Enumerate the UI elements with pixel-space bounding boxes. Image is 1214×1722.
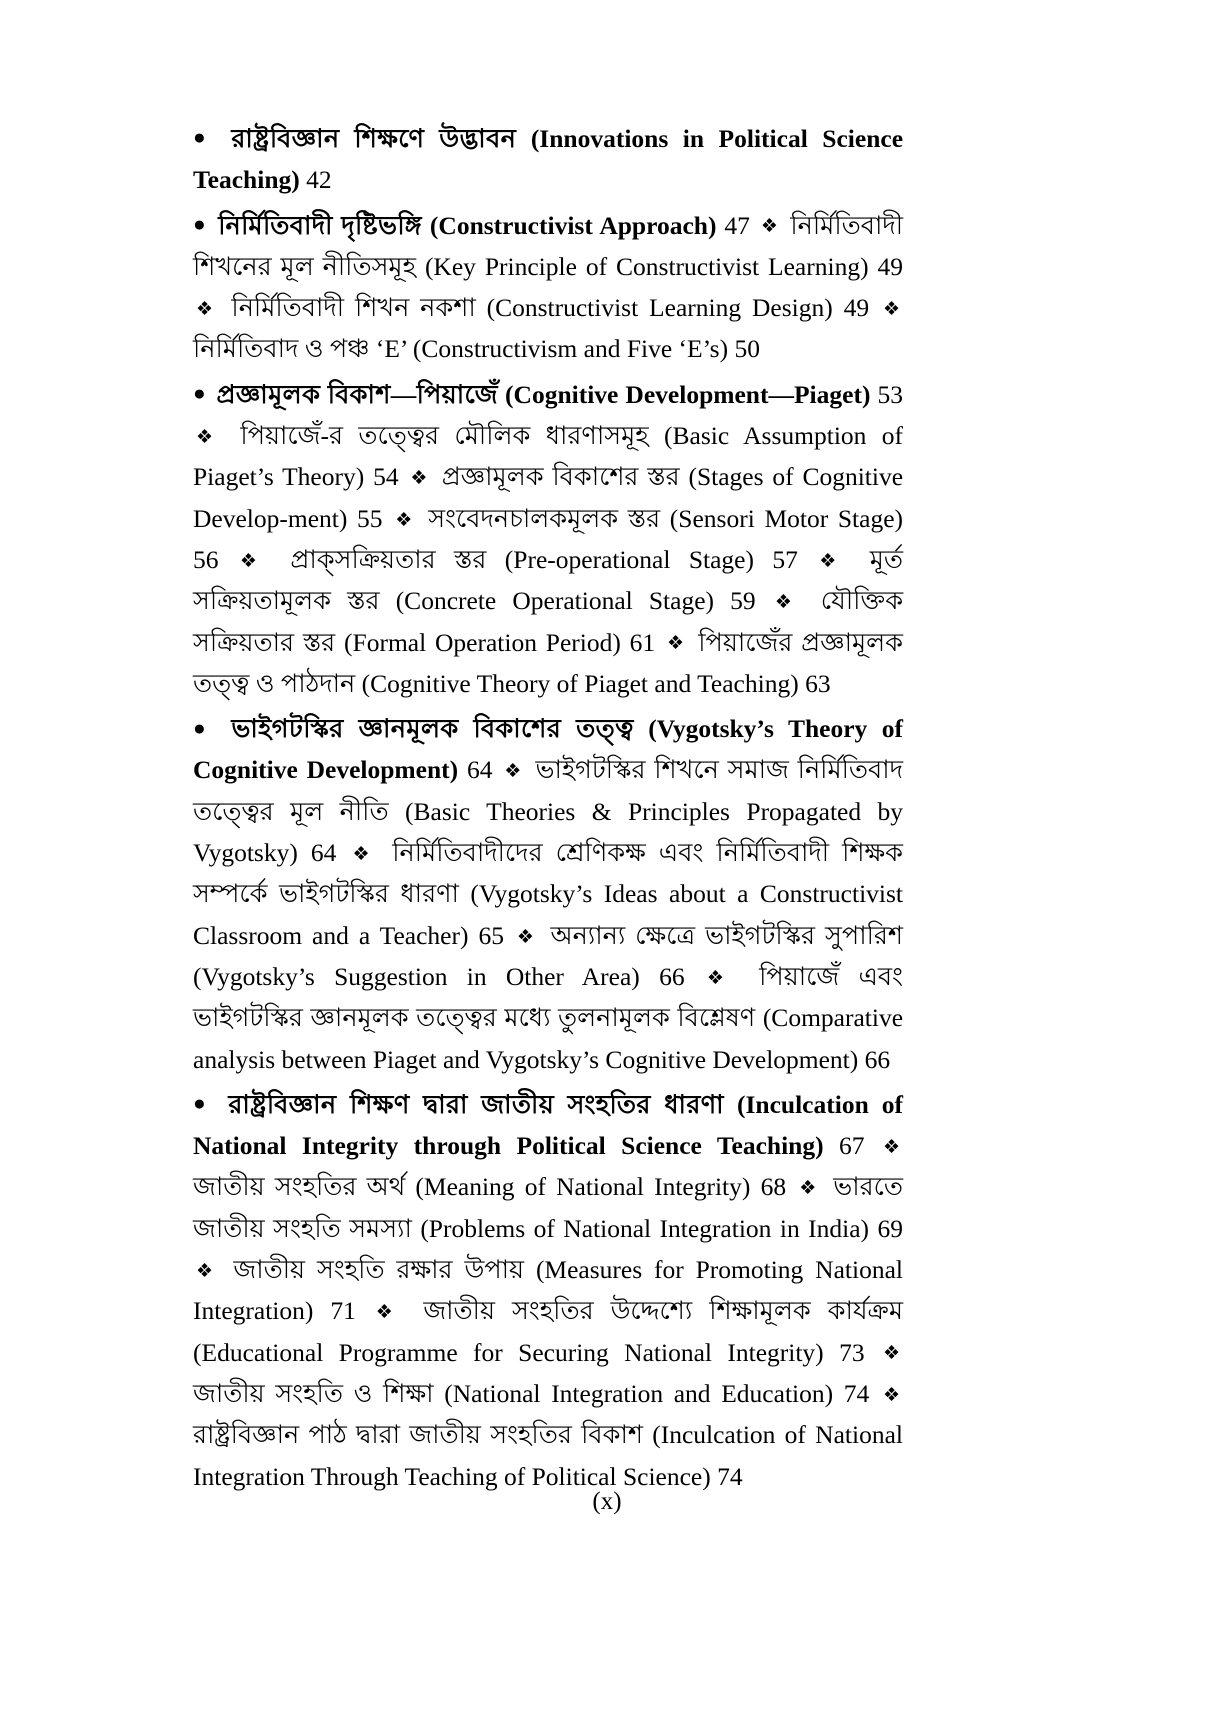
bullet-icon: ● <box>193 212 208 237</box>
toc-subentry-english: (Educational Programme for Securing National Integrity) <box>193 1337 824 1367</box>
toc-subentry-english: (Constructivism and Five ‘E’s) <box>412 334 729 364</box>
diamond-bullet-icon: ❖ <box>882 299 901 321</box>
toc-subentry-bengali: নির্মিতিবাদ ও পঞ্চ ‘E’ <box>193 334 407 364</box>
toc-subentry-bengali: মূর্ত সক্রিয়তামূলক স্তর <box>193 544 904 616</box>
toc-entry[interactable] <box>193 1084 903 1497</box>
toc-subentry-page-number: 73 <box>839 1337 865 1367</box>
toc-entry[interactable] <box>193 118 903 201</box>
toc-subentry-page-number: 49 <box>877 251 904 281</box>
toc-subentry-english: (Inculcation of National Integration Through Teaching of Political Science) <box>193 1420 903 1491</box>
toc-subentry-english: (Vygotsky’s Suggestion in Other Area) <box>193 961 640 991</box>
toc-subentry-bengali: ভাইগটস্কির শিখনে সমাজ নির্মিতিবাদ তত্ত্বের মূল নীতি <box>193 755 904 826</box>
toc-subentry-page-number: 74 <box>843 1378 870 1408</box>
toc-subentry-page-number: 66 <box>864 1044 891 1074</box>
toc-subentry-page-number: 68 <box>760 1172 787 1202</box>
toc-subentry-bengali: অন্যান্য ক্ষেত্রে ভাইগটস্কির সুপারিশ <box>550 920 904 950</box>
bullet-icon: ● <box>193 1091 213 1116</box>
toc-subentry-english: (Problems of National Integration in India) <box>420 1213 870 1243</box>
diamond-bullet-icon: ❖ <box>410 468 430 490</box>
toc-heading-bengali: ভাইগটস্কির জ্ঞানমূলক বিকাশের তত্ত্ব <box>231 714 634 744</box>
page-folio: (x) <box>592 1488 622 1515</box>
toc-subentry-bengali: ভারতে জাতীয় সংহতি সমস্যা <box>193 1172 904 1243</box>
toc-subentry-page-number: 49 <box>843 293 870 323</box>
toc-subentry-page-number: 63 <box>805 668 831 698</box>
toc-entry-list <box>193 118 903 1499</box>
toc-subentry-bengali: নির্মিতিবাদীদের শ্রেণিকক্ষ এবং নির্মিতিবাদী শিক্ষক সম্পর্কে ভাইগটস্কির ধারণা <box>193 838 904 909</box>
toc-subentry-bengali: সংবেদনচালকমূলক স্তর <box>428 503 661 533</box>
toc-subentry-bengali: প্রাক্‌সক্রিয়তার স্তর <box>290 544 487 574</box>
diamond-bullet-icon: ❖ <box>819 550 849 572</box>
toc-subentry-english: (Pre-operational Stage) <box>504 544 754 574</box>
toc-subentry-english: (Meaning of National Integrity) <box>415 1172 751 1202</box>
toc-subentry-bengali: জাতীয় সংহতির অর্থ <box>193 1172 406 1202</box>
toc-heading-english: (Cognitive Development—Piaget) <box>505 379 871 409</box>
toc-subentry-bengali: জাতীয় সংহতি ও শিক্ষা <box>193 1378 434 1408</box>
toc-subentry-page-number: 69 <box>877 1213 903 1243</box>
bullet-icon: ● <box>193 381 207 406</box>
toc-entry-paragraph <box>193 708 903 1080</box>
bullet-icon: ● <box>193 125 214 150</box>
toc-subentry-english: (Vygotsky’s Ideas about a Constructivist Classroom and a Teacher) <box>193 879 904 950</box>
diamond-bullet-icon: ❖ <box>395 509 416 531</box>
toc-heading-english: (Constructivist Approach) <box>429 210 717 240</box>
toc-subentry-bengali: যৌক্তিক সক্রিয়তার স্তর <box>193 586 904 657</box>
diamond-bullet-icon: ❖ <box>774 592 802 614</box>
diamond-bullet-icon: ❖ <box>882 1384 901 1406</box>
diamond-bullet-icon: ❖ <box>375 1302 404 1324</box>
toc-subentry-bengali: রাষ্ট্রবিজ্ঞান পাঠ দ্বারা জাতীয় সংহতির বিকাশ <box>193 1420 643 1450</box>
diamond-bullet-icon: ❖ <box>882 1343 900 1365</box>
toc-subentry-bengali: পিয়াজেঁ এবং ভাইগটস্কির জ্ঞানমূলক তত্ত্বের মধ্যে তুলনামূলক বিশ্লেষণ <box>193 961 904 1033</box>
toc-heading-page-number: 53 <box>877 379 904 409</box>
toc-heading-page-number: 64 <box>466 755 493 785</box>
toc-heading-page-number: 67 <box>839 1131 865 1161</box>
diamond-bullet-icon: ❖ <box>706 967 737 989</box>
toc-subentry-english: (Stages of Cognitive Develop-ment) <box>193 462 904 533</box>
toc-subentry-english: (Basic Theories & Principles Propagated by Vygotsky) <box>193 796 904 868</box>
toc-subentry-page-number: 74 <box>717 1461 743 1491</box>
toc-heading-english: (Inculcation of National Integrity through Political Science Teaching) <box>193 1089 904 1161</box>
toc-subentry-bengali: নির্মিতিবাদী শিখন নকশা <box>231 293 476 323</box>
toc-subentry-english: (Sensori Motor Stage) <box>669 503 903 533</box>
toc-subentry-english: (Concrete Operational Stage) <box>395 586 715 616</box>
toc-subentry-english: (Constructivist Learning Design) <box>486 293 833 323</box>
diamond-bullet-icon: ❖ <box>196 299 218 321</box>
diamond-bullet-icon: ❖ <box>799 1178 821 1200</box>
toc-subentry-bengali: পিয়াজেঁর প্রজ্ঞামূলক তত্ত্ব ও পাঠদান <box>193 627 904 698</box>
toc-subentry-bengali: প্রজ্ঞামূলক বিকাশের স্তর <box>441 462 680 492</box>
toc-subentry-page-number: 61 <box>629 627 656 657</box>
toc-entry-paragraph <box>193 374 903 704</box>
diamond-bullet-icon: ❖ <box>196 1260 219 1282</box>
diamond-bullet-icon: ❖ <box>516 926 538 948</box>
toc-subentry-english: (Key Principle of Constructivist Learning) <box>424 251 869 281</box>
diamond-bullet-icon: ❖ <box>882 1137 901 1158</box>
toc-subentry-page-number: 50 <box>734 334 760 364</box>
toc-subentry-english: (Cognitive Theory of Piaget and Teaching) <box>361 668 799 698</box>
toc-heading-bengali: নির্মিতিবাদী দৃষ্টিভঙ্গি <box>218 210 422 240</box>
toc-subentry-english: (Measures for Promoting National Integration) <box>193 1255 903 1326</box>
toc-subentry-page-number: 59 <box>730 586 756 616</box>
toc-subentry-english: (Basic Assumption of Piaget’s Theory) <box>193 421 904 492</box>
toc-subentry-page-number: 64 <box>310 838 337 868</box>
toc-entry-paragraph <box>193 205 903 370</box>
toc-subentry-bengali: জাতীয় সংহতি রক্ষার উপায় <box>233 1255 525 1285</box>
diamond-bullet-icon: ❖ <box>239 550 269 572</box>
toc-heading-bengali: রাষ্ট্রবিজ্ঞান শিক্ষণ দ্বারা জাতীয় সংহতির ধারণা <box>228 1089 724 1119</box>
toc-subentry-page-number: 57 <box>772 544 798 574</box>
diamond-bullet-icon: ❖ <box>504 761 524 783</box>
diamond-bullet-icon: ❖ <box>666 633 687 655</box>
toc-subentry-english: (Comparative analysis between Piaget and Vygotsky’s Cognitive Development) <box>193 1003 904 1074</box>
toc-subentry-bengali: জাতীয় সংহতির উদ্দেশ্যে শিক্ষামূলক কার্যক্রম <box>423 1296 904 1326</box>
diamond-bullet-icon: ❖ <box>196 426 223 448</box>
toc-subentry-page-number: 66 <box>659 961 685 991</box>
toc-subentry-english: (Formal Operation Period) <box>344 627 621 657</box>
toc-heading-bengali: প্রজ্ঞামূলক বিকাশ—পিয়াজেঁ <box>216 379 498 409</box>
toc-entry-paragraph <box>193 118 903 201</box>
toc-entry[interactable] <box>193 708 903 1080</box>
toc-subentry-page-number: 65 <box>478 920 504 950</box>
toc-subentry-page-number: 71 <box>330 1296 356 1326</box>
toc-subentry-page-number: 56 <box>193 544 219 574</box>
toc-subentry-page-number: 55 <box>357 503 383 533</box>
bullet-icon: ● <box>193 715 214 740</box>
toc-subentry-english: (National Integration and Education) <box>444 1378 834 1408</box>
toc-subentry-bengali: পিয়াজেঁ-র তত্ত্বের মৌলিক ধারণাসমূহ <box>240 421 649 451</box>
toc-entry-paragraph <box>193 1084 903 1497</box>
toc-entry[interactable] <box>193 374 903 704</box>
toc-heading-english: (Vygotsky’s Theory of Cognitive Development) <box>193 714 904 785</box>
diamond-bullet-icon: ❖ <box>760 216 780 238</box>
toc-subentry-page-number: 54 <box>373 462 399 492</box>
toc-heading-bengali: রাষ্ট্রবিজ্ঞান শিক্ষণে উদ্ভাবন <box>231 124 517 153</box>
toc-heading-english: (Innovations in Political Science Teaching) <box>193 124 904 195</box>
toc-subentry-bengali: নির্মিতিবাদী শিখনের মূল নীতিসমূহ <box>193 210 904 281</box>
toc-heading-page-number: 42 <box>306 165 332 195</box>
toc-entry[interactable] <box>193 205 903 370</box>
toc-heading-page-number: 47 <box>724 210 750 240</box>
diamond-bullet-icon: ❖ <box>352 843 377 865</box>
